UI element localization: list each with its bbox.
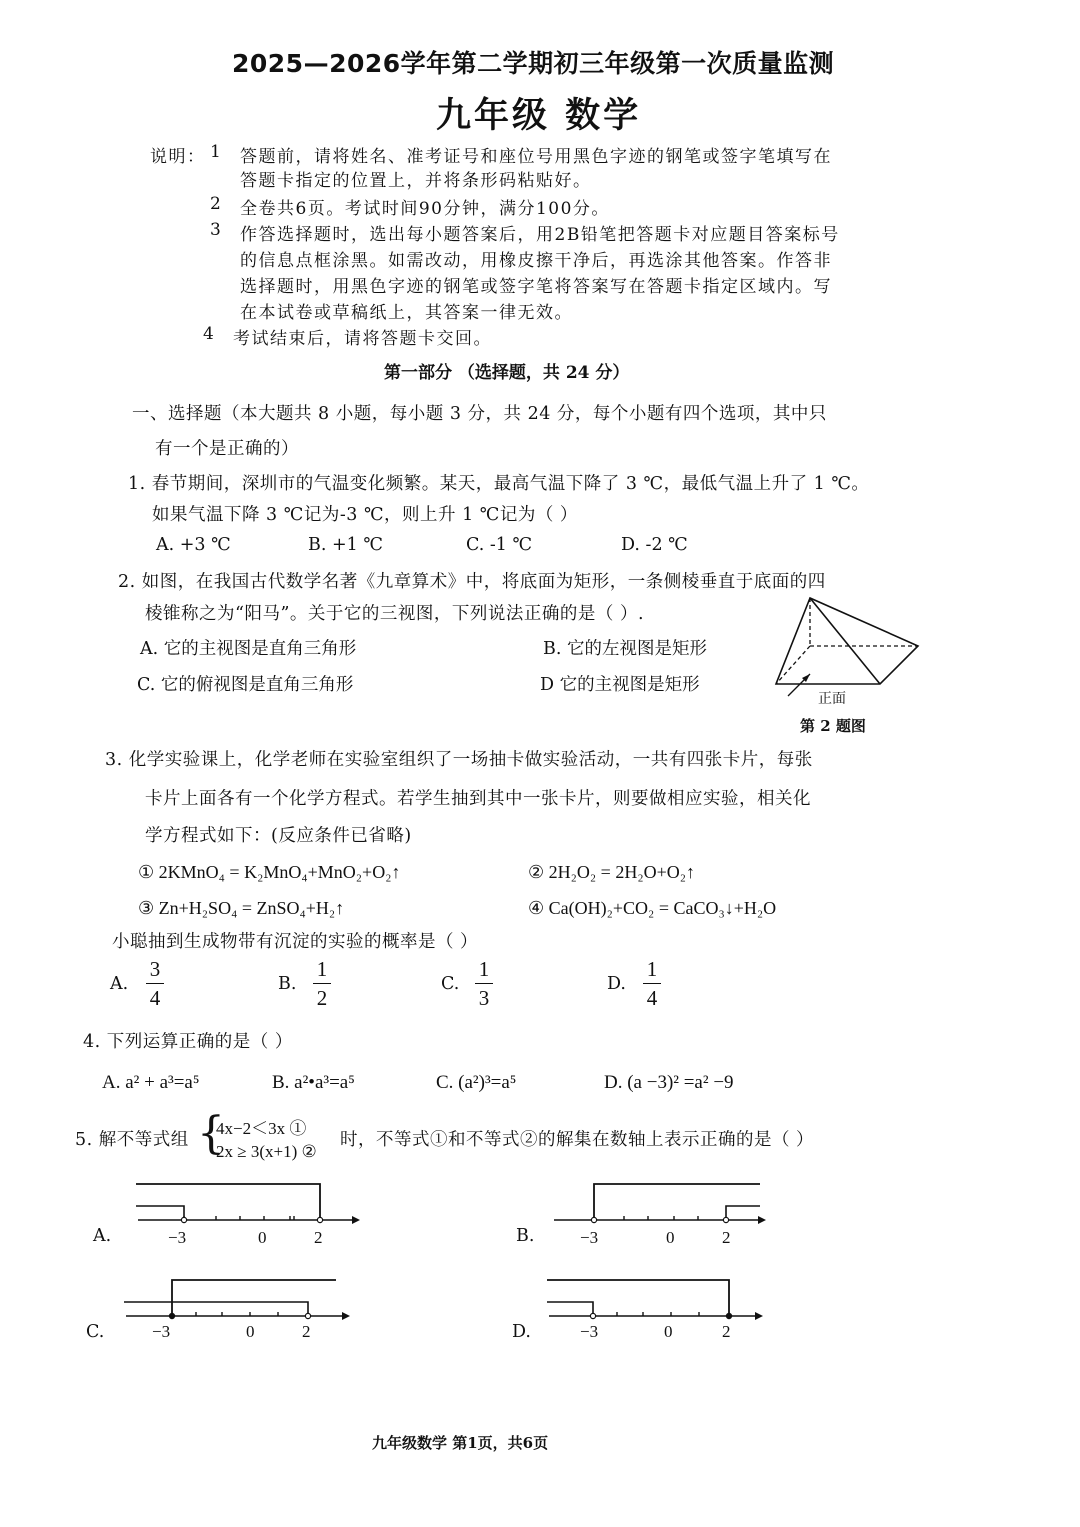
tick-label: 2 (722, 1228, 731, 1247)
inequality-2: 2x ≥ 3(x+1) ② (216, 1142, 317, 1161)
q4-option-a: A. a² + a³=a⁵ (102, 1072, 200, 1093)
instruction-num: 1 (210, 142, 223, 162)
instruction-line: 答题前，请将姓名、准考证号和座位号用黑色字迹的钢笔或签字笔填写在 (240, 147, 832, 167)
q2-option-d: D 它的主视图是矩形 (540, 675, 700, 695)
tick-label: −3 (580, 1228, 599, 1247)
tick-label: −3 (580, 1322, 599, 1341)
question-3-text: 学方程式如下：(反应条件已省略) (145, 826, 412, 846)
q1-option-a: A. +3 ℃ (156, 535, 231, 555)
q3-option-a-fraction: 3 4 (144, 958, 166, 1009)
tick-label: 2 (302, 1322, 311, 1341)
instruction-num: 4 (203, 324, 216, 344)
instruction-num: 2 (210, 194, 223, 214)
q2-option-b: B. 它的左视图是矩形 (543, 639, 707, 659)
q5-option-c-label: C. (86, 1322, 105, 1342)
q3-option-c-fraction: 1 3 (473, 958, 495, 1009)
q1-option-d: D. -2 ℃ (621, 535, 688, 555)
q3-option-a-label: A. (110, 974, 129, 994)
inequality-1: 4x−2＜3x ① (216, 1119, 307, 1138)
question-2-text: 棱锥称之为“阳马”。关于它的三视图，下列说法正确的是（ ）. (145, 604, 645, 624)
instruction-line: 全卷共6页。考试时间90分钟，满分100分。 (240, 199, 610, 219)
question-3-text: 3. 化学实验课上，化学老师在实验室组织了一场抽卡做实验活动，一共有四张卡片，每张 (105, 750, 813, 770)
question-1-text: 1. 春节期间，深圳市的气温变化频繁。某天，最高气温下降了 3 ℃，最低气温上升了 1 ℃。 (128, 474, 870, 494)
tick-label: 0 (664, 1322, 673, 1341)
instruction-line: 答题卡指定的位置上，并将条形码粘贴好。 (240, 171, 592, 191)
q5-option-b-label: B. (516, 1226, 535, 1246)
q1-option-c: C. -1 ℃ (466, 535, 533, 555)
instruction-line: 作答选择题时，选出每小题答案后，用2B铅笔把答题卡对应题目答案标号 (240, 225, 840, 245)
q3-option-c-label: C. (441, 974, 460, 994)
question-3-text: 卡片上面各有一个化学方程式。若学生抽到其中一张卡片，则要做相应实验，相关化 (145, 789, 811, 809)
tick-label: −3 (168, 1228, 187, 1247)
tick-label: −3 (152, 1322, 171, 1341)
q2-option-c: C. 它的俯视图是直角三角形 (137, 675, 354, 695)
q5-option-a-label: A. (93, 1226, 112, 1246)
instruction-line: 考试结束后，请将答题卡交回。 (233, 329, 492, 349)
instruction-line: 的信息点框涂黑。如需改动，用橡皮擦干净后，再选涂其他答案。作答非 (240, 251, 832, 271)
tick-label: 0 (666, 1228, 675, 1247)
tick-label: 0 (258, 1228, 267, 1247)
exam-title: 2025—2026学年第二学期初三年级第一次质量监测 (232, 49, 835, 78)
instruction-num: 3 (210, 220, 223, 240)
brace-icon: { (197, 1108, 225, 1159)
equation-4: ④ Ca(OH)₂+CO₂ = CaCO₃↓+H₂O (528, 898, 777, 918)
q3-option-b-label: B. (278, 974, 297, 994)
question-5-prefix: 5. 解不等式组 (75, 1130, 189, 1150)
instruction-line: 在本试卷或草稿纸上，其答案一律无效。 (240, 303, 573, 323)
page-footer: 九年级数学 第1页，共6页 (372, 1434, 549, 1452)
question-5-suffix: 时，不等式①和不等式②的解集在数轴上表示正确的是（ ） (340, 1130, 815, 1150)
q3-option-d-fraction: 1 4 (641, 958, 663, 1009)
tick-label: 2 (722, 1322, 731, 1341)
q5-option-d-label: D. (512, 1322, 531, 1342)
tick-label: 2 (314, 1228, 323, 1247)
q4-option-d: D. (a −3)² =a² −9 (604, 1072, 734, 1093)
figure-caption: 第 2 题图 (800, 717, 866, 735)
q4-option-c: C. (a²)³=a⁵ (436, 1072, 517, 1093)
section-instruction: 有一个是正确的） (155, 439, 299, 459)
instructions-label: 说明： (150, 147, 206, 167)
tick-label: 0 (246, 1322, 255, 1341)
question-4-text: 4. 下列运算正确的是（ ） (83, 1032, 293, 1052)
q4-option-b: B. a²•a³=a⁵ (272, 1072, 355, 1093)
part-heading: 第一部分 （选择题，共 24 分） (384, 363, 630, 383)
section-instruction: 一、选择题（本大题共 8 小题，每小题 3 分，共 24 分，每个小题有四个选项，其中只 (132, 404, 827, 424)
number-line-a (130, 1180, 370, 1240)
instruction-line: 选择题时，用黑色字迹的钢笔或签字笔将答案写在答题卡指定区域内。写 (240, 277, 832, 297)
figure-label: 正面 (818, 691, 846, 707)
q3-option-d-label: D. (607, 974, 626, 994)
question-2-text: 2. 如图，在我国古代数学名著《九章算术》中，将底面为矩形，一条侧棱垂直于底面的四 (118, 572, 826, 592)
q1-option-b: B. +1 ℃ (308, 535, 383, 555)
q2-option-a: A. 它的主视图是直角三角形 (140, 639, 357, 659)
q3-option-b-fraction: 1 2 (311, 958, 333, 1009)
equation-2: ② 2H₂O₂ = 2H₂O+O₂↑ (528, 862, 696, 882)
question-3-prompt: 小聪抽到生成物带有沉淀的实验的概率是（ ） (112, 932, 479, 952)
question-1-text: 如果气温下降 3 ℃记为-3 ℃，则上升 1 ℃记为（ ） (152, 505, 578, 525)
exam-subject: 九年级 数学 (436, 96, 642, 136)
equation-1: ① 2KMnO₄ = K₂MnO₄+MnO₂+O₂↑ (138, 862, 401, 882)
equation-3: ③ Zn+H₂SO₄ = ZnSO₄+H₂↑ (138, 898, 345, 918)
